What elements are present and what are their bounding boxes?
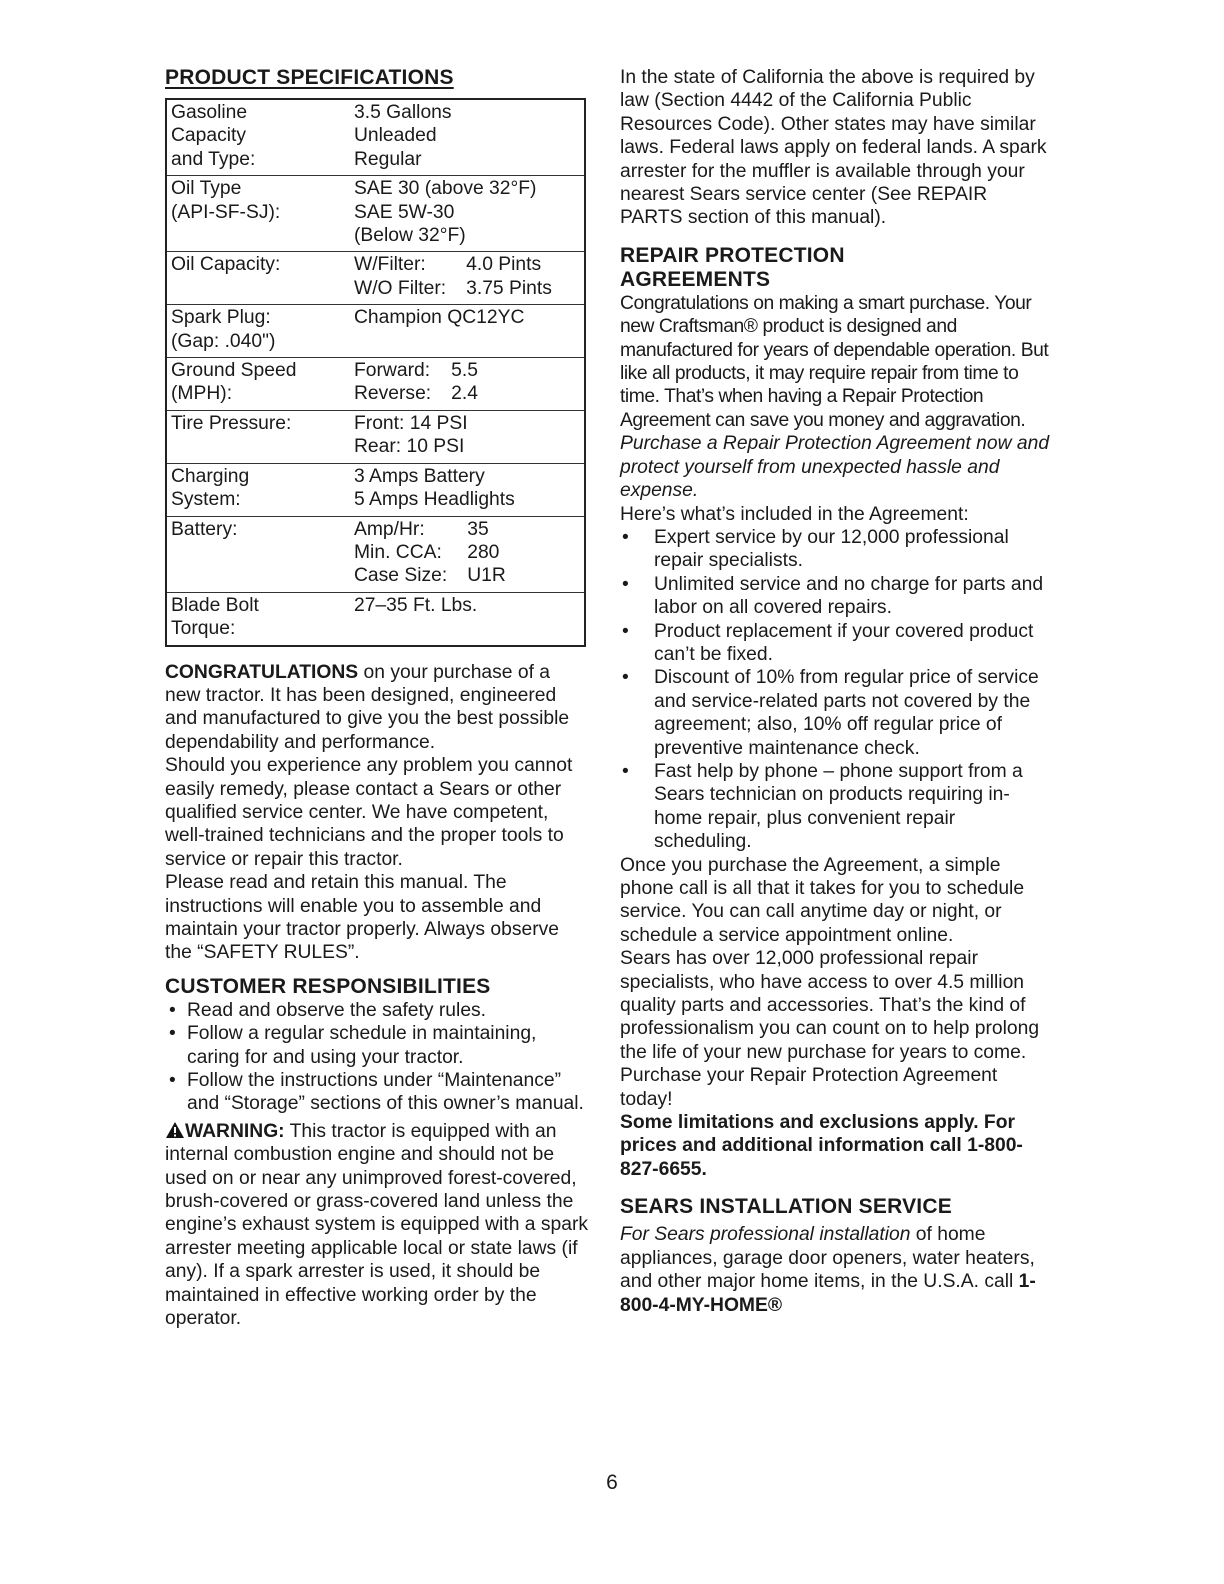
installation-italic: For Sears professional installation	[620, 1224, 911, 1246]
warning-text: This tractor is equipped with an internal combustion engine and should not be used on or near any unimproved forest-covered, brush-covered or grass-covered land unless the engine’s exhaust system is equipped with a spark arrester meeting applicable local or state laws (if any). If a spark arrester is used, it should be maintained in effective working order by the operator.	[165, 1120, 589, 1330]
spec-value	[354, 463, 585, 516]
spec-row	[166, 592, 585, 645]
spec-label-line: Ground Speed	[171, 360, 297, 382]
included-lead: Here’s what’s included in the Agreement:	[620, 503, 969, 525]
limitations-note: Some limitations and exclusions apply. For prices and additional information call 1-800-827-6655.	[620, 1112, 1023, 1180]
bullet-icon: •	[622, 620, 629, 642]
spec-label	[166, 176, 354, 252]
repair-italic-paragraph: Purchase a Repair Protection Agreement now and protect yourself from unexpected hassle and expense.	[620, 433, 1050, 502]
list-item-text: Discount of 10% from regular price of service and service-related parts not covered by the agreement; also, 10% off regular price of preventive maintenance check.	[654, 667, 1039, 759]
warning-paragraph	[165, 1120, 590, 1331]
list-item-text: Product replacement if your covered product can’t be fixed.	[654, 620, 1034, 665]
sears-specialists-paragraph: Sears has over 12,000 professional repair specialists, who have access to over 4.5 million quality parts and accessories. That’s the kind of professionalism you can count on to help prolong the life of your new purchase for years to come. Purchase your Repair Protection Agreement today!	[620, 948, 1040, 1110]
spec-value	[354, 305, 585, 358]
list-item-text: Follow the instructions under “Maintenance” and “Storage” sections of this owner’s manual.	[187, 1070, 584, 1115]
spec-value-number: 280	[467, 541, 500, 563]
spec-value	[354, 99, 585, 176]
list-item	[620, 620, 1052, 667]
spec-value-text: Rear: 10 PSI	[354, 436, 465, 458]
list-item	[165, 1069, 590, 1116]
bullet-icon: •	[622, 760, 629, 782]
list-item-text: Read and observe the safety rules.	[187, 999, 487, 1021]
list-item-text: Expert service by our 12,000 professional repair specialists.	[654, 526, 1009, 572]
congratulations-lead: CONGRATULATIONS	[165, 661, 359, 683]
list-item	[620, 573, 1052, 620]
spec-row	[166, 463, 585, 516]
spec-row	[166, 305, 585, 358]
customer-responsibilities-list	[165, 999, 590, 1116]
spec-label-line: Torque:	[171, 618, 236, 640]
spec-value	[354, 176, 585, 252]
spec-label-line: and Type:	[171, 148, 256, 170]
installation-phone: 1-800-4-MY-HOME®	[620, 1271, 1036, 1316]
spec-value	[354, 252, 585, 305]
spec-value-text: W/Filter:	[354, 254, 426, 276]
spec-label-line: Battery:	[171, 518, 238, 540]
list-item	[620, 760, 1052, 854]
installation-text: of home appliances, garage door openers, water heaters, and other major home items, in the U.S.A. call	[620, 1224, 1035, 1293]
manual-paragraph: Please read and retain this manual. The instructions will enable you to assemble and maintain your tractor properly. Always observe the “SAFETY RULES”.	[165, 872, 560, 964]
spec-row	[166, 99, 585, 176]
spec-label-line: Oil Capacity:	[171, 254, 281, 276]
repair-protection-heading	[620, 244, 1052, 292]
spec-value	[354, 592, 585, 645]
spec-label-line: Blade Bolt	[171, 594, 259, 616]
list-item-text: Fast help by phone – phone support from a Sears technician on products requiring in-home repair, plus convenient repair scheduling.	[654, 760, 1023, 853]
spec-value-text: 27–35 Ft. Lbs.	[354, 594, 478, 616]
spec-value-text: Unleaded	[354, 125, 437, 147]
service-paragraph: Should you experience any problem you cannot easily remedy, please contact a Sears or other qualified service center. We have competent, well-trained technicians and the proper tools to service or repair this tractor.	[165, 755, 573, 870]
congratulations-paragraph	[165, 661, 590, 755]
list-item-text: Unlimited service and no charge for parts and labor on all covered repairs.	[654, 573, 1044, 619]
list-item-text: Follow a regular schedule in maintaining, caring for and using your tractor.	[187, 1023, 537, 1068]
spec-value-text: Champion QC12YC	[354, 307, 525, 329]
spec-value-number: 5.5	[451, 360, 478, 382]
spec-label	[166, 358, 354, 411]
page-number: 6	[606, 1471, 618, 1494]
spec-value-text: Reverse:	[354, 383, 432, 405]
specifications-table	[165, 98, 586, 647]
spec-value-number: 4.0 Pints	[466, 254, 542, 276]
spec-value-text: 3 Amps Battery	[354, 465, 485, 487]
spec-label	[166, 516, 354, 592]
spec-label	[166, 592, 354, 645]
spec-label	[166, 463, 354, 516]
repair-intro-paragraph: Congratulations on making a smart purchase. Your new Craftsman® product is designed and manufactured for years of dependable operation. But like all products, it may require repair from time to time. That’s when having a Repair Protection Agreement can save you money and aggravation.	[620, 292, 1049, 431]
spec-value-text: Amp/Hr:	[354, 518, 425, 540]
list-item	[620, 526, 1052, 573]
spec-label-line: Spark Plug:	[171, 307, 271, 329]
spec-label-line: Tire Pressure:	[171, 412, 292, 434]
congratulations-text: on your purchase of a new tractor. It has been designed, engineered and manufactured to give you the best possible dependability and performance.	[165, 661, 570, 753]
spec-value-text: 3.5 Gallons	[354, 102, 452, 123]
spec-label-line: System:	[171, 489, 241, 511]
spec-value-text: Front: 14 PSI	[354, 412, 468, 434]
bullet-icon: •	[622, 667, 629, 689]
bullet-icon: •	[622, 573, 629, 595]
spec-row	[166, 410, 585, 463]
spec-value-text: SAE 5W-30	[354, 201, 455, 223]
spec-value-number: U1R	[467, 565, 506, 587]
spec-value-text: Forward:	[354, 360, 431, 382]
spec-label-line: (Gap: .040")	[171, 330, 276, 352]
installation-service-heading: SEARS INSTALLATION SERVICE	[620, 1195, 952, 1219]
bullet-icon: •	[169, 1070, 176, 1092]
repair-heading-line2: AGREEMENTS	[620, 267, 771, 291]
spec-label-line: (API-SF-SJ):	[171, 201, 281, 223]
spec-row	[166, 176, 585, 252]
spec-label-line: Capacity	[171, 125, 247, 147]
spec-label-line: (MPH):	[171, 383, 233, 405]
customer-responsibilities-heading: CUSTOMER RESPONSIBILITIES	[165, 974, 491, 998]
warning-label: WARNING:	[185, 1120, 285, 1142]
spec-value-text: 5 Amps Headlights	[354, 489, 515, 511]
spec-value	[354, 516, 585, 592]
bullet-icon: •	[169, 1023, 176, 1045]
spec-row	[166, 516, 585, 592]
repair-benefits-list	[620, 526, 1052, 854]
spec-value-text: Regular	[354, 148, 422, 170]
spec-label	[166, 305, 354, 358]
spec-label-line: Oil Type	[171, 178, 242, 200]
right-column	[620, 66, 1052, 1317]
list-item	[620, 666, 1052, 760]
spec-value-text: W/O Filter:	[354, 277, 447, 299]
spec-value-text: Min. CCA:	[354, 541, 442, 563]
spec-label-line: Gasoline	[171, 102, 248, 123]
list-item	[165, 999, 590, 1022]
spec-value-text: SAE 30 (above 32°F)	[354, 178, 537, 200]
bullet-icon: •	[169, 999, 176, 1021]
spec-value	[354, 410, 585, 463]
spec-value-number: 3.75 Pints	[466, 277, 552, 299]
installation-paragraph	[620, 1223, 1052, 1317]
california-paragraph: In the state of California the above is required by law (Section 4442 of the California Public Resources Code). Other states may have similar laws. Federal laws apply on federal lands. A spark arrester for the muffler is available through your nearest Sears service center (See REPAIR PARTS section of this manual).	[620, 67, 1047, 229]
spec-value-text: Case Size:	[354, 565, 448, 587]
once-paragraph: Once you purchase the Agreement, a simple phone call is all that it takes for you to schedule service. You can call anytime day or night, or schedule a service appointment online.	[620, 854, 1025, 946]
spec-label	[166, 410, 354, 463]
warning-triangle-icon	[165, 1121, 185, 1139]
spec-label	[166, 99, 354, 176]
bullet-icon: •	[622, 526, 629, 548]
list-item	[165, 1022, 590, 1069]
spec-value-number: 2.4	[451, 383, 478, 405]
left-column	[165, 66, 590, 1331]
spec-value-number: 35	[467, 518, 489, 540]
repair-heading-line1: REPAIR PROTECTION	[620, 243, 845, 267]
spec-label-line: Charging	[171, 465, 250, 487]
product-specifications-heading: PRODUCT SPECIFICATIONS	[165, 66, 454, 89]
spec-label	[166, 252, 354, 305]
spec-row	[166, 252, 585, 305]
spec-value-text: (Below 32°F)	[354, 225, 466, 247]
spec-row	[166, 358, 585, 411]
spec-value	[354, 358, 585, 411]
